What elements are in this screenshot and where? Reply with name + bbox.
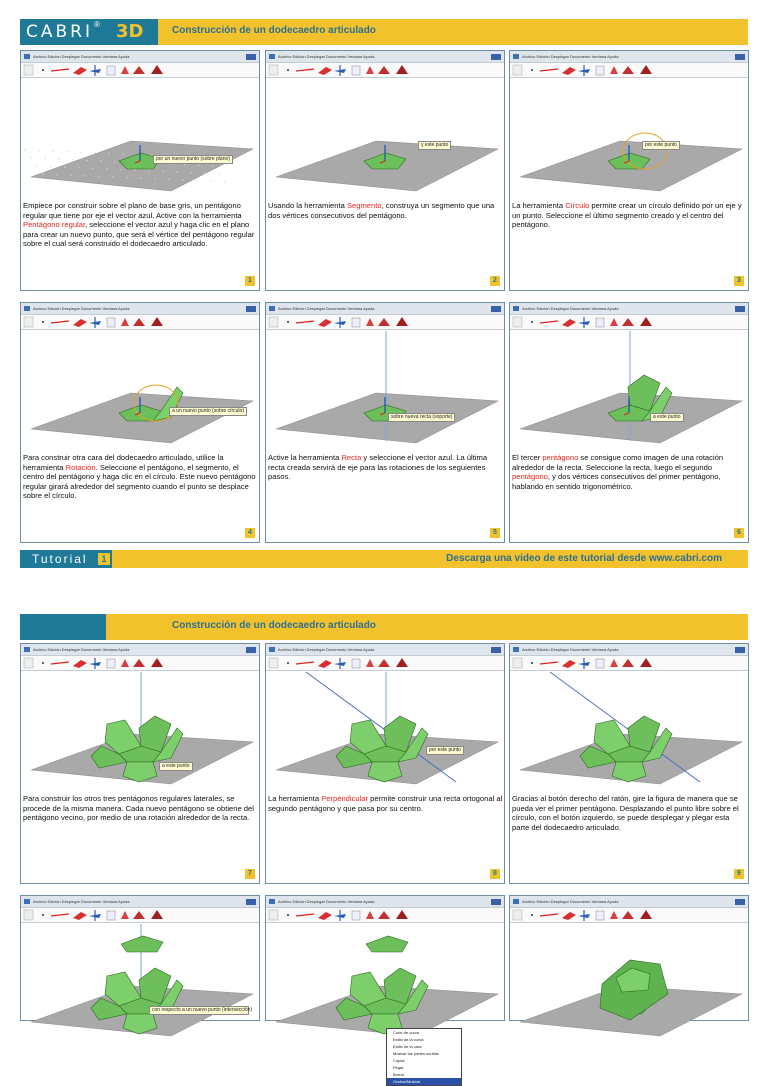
toolbar[interactable] [21,908,259,923]
tool-name-highlight: Rotación [65,462,96,472]
caption-text: , construya un segmento que una dos vértices consecutivos del pentágono. [268,201,495,220]
tool-tooltip: sobre nueva recta (soporte) [388,413,455,422]
scene-3d[interactable] [510,331,750,451]
window-icon [24,54,30,59]
page-title-2: Construcción de un dodecaedro articulado [172,620,376,631]
scene-3d[interactable] [21,331,261,451]
window-buttons-icon[interactable] [246,899,256,905]
menu-text: Archivo Edición Desplegar Documento Ventana Ayuda [33,54,130,59]
caption-text: Empiece por construir sobre el plano de base gris, un pentágono regular que tiene por eje el vector azul. Active con la herramienta [23,201,242,220]
window-menubar[interactable] [266,303,504,315]
step-caption [23,453,259,501]
tutorial-step-panel [509,643,749,884]
toolbar[interactable] [510,656,748,671]
step-number: 7 [245,869,255,879]
caption-text: Para construir otra cara del dodecaedro articulado, utilice la herramienta [23,453,224,472]
window-icon [269,899,275,904]
tutorial-step-panel [20,643,260,884]
scene-3d[interactable] [266,924,506,1044]
window-buttons-icon[interactable] [491,899,501,905]
step-number: 3 [734,276,744,286]
page-number: 1 [98,553,110,565]
tool-tooltip: por este punto [426,746,464,755]
window-buttons-icon[interactable] [246,306,256,312]
window-buttons-icon[interactable] [735,54,745,60]
menu-text: Archivo Edición Desplegar Documento Ventana Ayuda [278,54,375,59]
scene-3d[interactable] [266,331,506,451]
menu-text: Archivo Edición Desplegar Documento Ventana Ayuda [33,647,130,652]
tool-name-highlight: Pentágono regular [23,220,86,230]
caption-text: permite construir una recta ortogonal al segundo pentágono y que pasa por su centro. [268,794,503,813]
caption-text: La herramienta [512,201,566,210]
step-number: 8 [490,869,500,879]
window-menubar[interactable] [510,644,748,656]
scene-3d[interactable] [21,924,261,1044]
toolbar[interactable] [510,908,748,923]
scene-3d[interactable] [21,79,261,199]
window-icon [513,306,519,311]
tool-tooltip: con respecto a un nuevo punto (intersección) [149,1006,249,1015]
caption-text: , seleccione el vector azul y haga clic en el plano para crear un nuevo punto, que será el vértice del pentágono regular sobre el cual será construido el dodecaedro articulado. [23,220,255,249]
toolbar[interactable] [266,656,504,671]
context-menu-item[interactable]: Color de curva [393,1030,420,1035]
scene-3d[interactable] [510,672,750,792]
step-caption [268,453,504,482]
context-menu[interactable] [386,1028,462,1086]
toolbar[interactable] [266,315,504,330]
window-menubar[interactable] [21,303,259,315]
scene-3d[interactable] [21,672,261,792]
window-menubar[interactable] [21,644,259,656]
scene-3d[interactable] [266,672,506,792]
window-icon [24,306,30,311]
caption-text: permite crear un círculo definido por un eje y un punto. Seleccione el último segmento creado y el centro del pentágono. [512,201,742,230]
step-caption [23,201,259,249]
window-icon [513,899,519,904]
caption-text: y seleccione el vector azul. La última recta creada servirá de eje para las rotaciones de los seguientes pasos. [268,453,488,482]
menu-text: Archivo Edición Desplegar Documento Ventana Ayuda [522,647,619,652]
window-buttons-icon[interactable] [735,306,745,312]
tool-tooltip: por un nuevo punto (sobre plano) [153,155,233,164]
step-number: 2 [490,276,500,286]
window-menubar[interactable] [266,896,504,908]
page-title: Construcción de un dodecaedro articulado [172,25,376,36]
cabri-logo [20,19,158,45]
logo-text: CABRI [26,22,93,42]
caption-text: La herramienta [268,794,322,803]
footer-banner [20,550,748,568]
tool-tooltip: a este punto [159,762,193,771]
window-buttons-icon[interactable] [491,647,501,653]
step-number: 9 [734,869,744,879]
tutorial-step-panel [509,895,749,1021]
scene-3d[interactable] [510,79,750,199]
window-icon [513,54,519,59]
step-number: 4 [245,528,255,538]
menu-text: Archivo Edición Desplegar Documento Ventana Ayuda [33,306,130,311]
brand-box-2 [20,614,106,640]
window-menubar[interactable] [510,896,748,908]
window-menubar[interactable] [21,896,259,908]
window-buttons-icon[interactable] [246,647,256,653]
menu-text: Archivo Edición Desplegar Documento Ventana Ayuda [278,647,375,652]
window-buttons-icon[interactable] [491,54,501,60]
tutorial-step-panel [265,895,505,1084]
tool-name-highlight: Círculo [565,201,590,210]
menu-text: Archivo Edición Desplegar Documento Ventana Ayuda [278,306,375,311]
tool-name-highlight: Segmento [346,201,382,210]
tool-name-highlight: Perpendicular [321,794,369,803]
step-number: 1 [245,276,255,286]
tool-name-highlight: pentágono [512,472,548,482]
tutorial-step-panel [20,895,260,1021]
toolbar[interactable] [21,656,259,671]
tool-tooltip: por este punto [642,141,680,150]
scene-3d[interactable] [510,924,750,1044]
tool-name-highlight: pentágono [542,453,579,462]
window-buttons-icon[interactable] [246,54,256,60]
menu-text: Archivo Edición Desplegar Documento Ventana Ayuda [33,899,130,904]
context-menu-item[interactable]: Estilo de la cara [393,1044,422,1049]
tutorial-label: Tutorial [32,552,88,566]
caption-text: El tercer [512,453,543,462]
tutorial-step-panel [265,50,505,291]
step-number: 6 [734,528,744,538]
toolbar[interactable] [266,908,504,923]
tool-name-highlight: Recta [341,453,362,462]
menu-text: Archivo Edición Desplegar Documento Ventana Ayuda [278,899,375,904]
caption-text: Gracias al botón derecho del ratón, gire la figura de manera que se pueda ver el primer pentágono. Desplazando el punto libre sobre el círculo, con el botón izquierdo, se puede desplegar y plegar esta parte del dodecaedro articulado. [512,794,739,832]
window-icon [269,306,275,311]
toolbar[interactable] [510,63,748,78]
step-caption [512,201,748,230]
context-menu-item[interactable]: Estilo de la curva [393,1037,424,1042]
window-menubar[interactable] [510,51,748,63]
tool-tooltip: y este punto [418,141,451,150]
toolbar[interactable] [21,315,259,330]
step-caption [23,794,259,823]
toolbar[interactable] [266,63,504,78]
tutorial-step-panel [265,302,505,543]
logo-3d: 3D [116,21,144,42]
caption-text: Active la herramienta [268,453,342,462]
menu-text: Archivo Edición Desplegar Documento Ventana Ayuda [522,899,619,904]
tutorial-box [20,550,112,568]
header-banner [20,19,748,45]
tutorial-step-panel [509,50,749,291]
window-menubar[interactable] [21,51,259,63]
window-buttons-icon[interactable] [735,899,745,905]
toolbar[interactable] [510,315,748,330]
caption-text: Usando la herramienta [268,201,347,210]
toolbar[interactable] [21,63,259,78]
step-caption [512,794,748,832]
step-number: 5 [490,528,500,538]
caption-text: Para construir los otros tres pentágonos regulares laterales, se procede de la misma manera. Cada nuevo pentágono se obtiene del pentágono vecino, por medio de una rotación alrededor de la recta. [23,794,254,823]
window-icon [513,647,519,652]
tool-tooltip: a este punto [650,413,684,422]
context-menu-item[interactable]: Borrar [393,1072,405,1077]
window-icon [24,899,30,904]
header-banner-2 [20,614,748,640]
step-caption [512,453,748,491]
tutorial-step-panel [265,643,505,884]
tutorial-step-panel [20,302,260,543]
caption-text: , y dos vértices consecutivos del primer pentágono, hablando en sentido trigonométrico. [512,472,721,491]
tutorial-step-panel [509,302,749,543]
window-menubar[interactable] [266,51,504,63]
tutorial-step-panel [20,50,260,291]
window-menubar[interactable] [510,303,748,315]
context-menu-item[interactable]: Copiar [393,1058,405,1063]
caption-text: . Seleccione el pentágono, el segmento, el centro del pentágono y haga clic en el círculo. Este nuevo pentágono regular girará alrededor del segmento cuando el punto se desplace sobre el círculo. [23,462,256,501]
window-buttons-icon[interactable] [491,306,501,312]
scene-3d[interactable] [266,79,506,199]
window-icon [24,647,30,652]
window-buttons-icon[interactable] [735,647,745,653]
caption-text: se consigue como imagen de una rotación alrededor de la recta. Seleccione la recta, luego el segundo [512,453,724,472]
window-menubar[interactable] [266,644,504,656]
context-menu-item[interactable]: Mostrar las partes ocultas [393,1051,439,1056]
tool-tooltip: a un nuevo punto (sobre círculo) [169,407,247,416]
step-caption [268,794,504,813]
window-icon [269,54,275,59]
logo-reg: ® [94,20,100,29]
download-link[interactable]: Descarga una video de este tutorial desde www.cabri.com [446,553,722,564]
step-caption [268,201,504,220]
context-menu-item[interactable]: Ocultar/Mostrar [387,1078,461,1085]
window-icon [269,647,275,652]
menu-text: Archivo Edición Desplegar Documento Ventana Ayuda [522,306,619,311]
context-menu-item[interactable]: Pegar [393,1065,404,1070]
menu-text: Archivo Edición Desplegar Documento Ventana Ayuda [522,54,619,59]
